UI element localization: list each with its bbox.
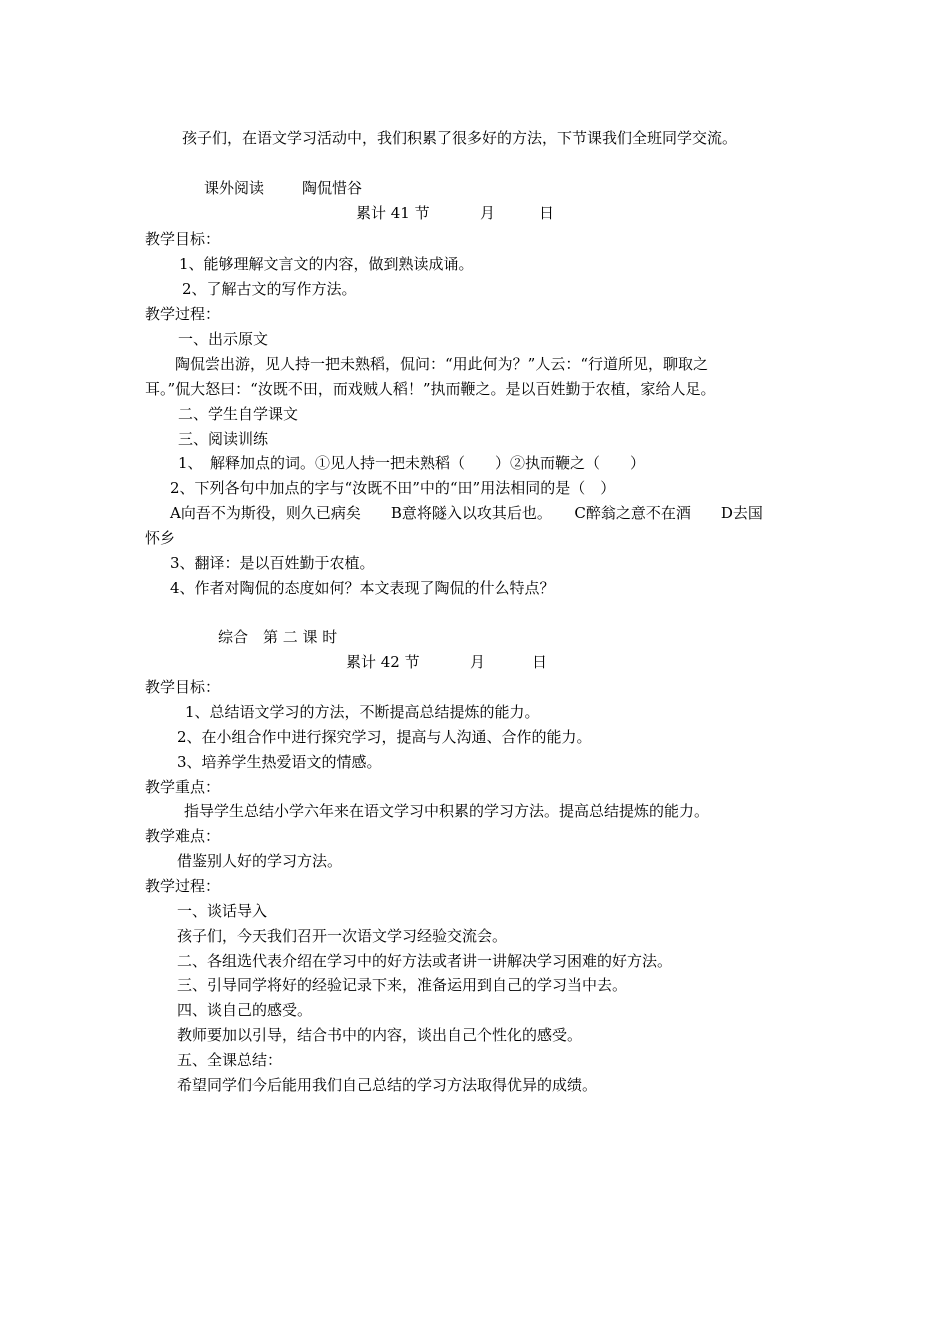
lesson42-day: 日 [532,653,548,671]
classical-text-line-2: 耳。”侃大怒曰：“汝既不田，而戏贼人稻！”执而鞭之。是以百姓勤于农植，家给人足。 [145,380,716,398]
lesson42-goal-3: 3、培养学生热爱语文的情感。 [177,753,382,771]
lesson42-process-1: 一、谈话导入 [177,902,268,920]
lesson42-process-label: 教学过程： [145,877,221,895]
classical-text-line-1: 陶侃尝出游，见人持一把未熟稻，侃问：“用此何为？”人云：“行道所见，聊取之 [175,355,709,373]
lesson42-goals-label: 教学目标： [145,678,221,696]
exercise-question-4: 4、作者对陶侃的态度如何？本文表现了陶侃的什么特点？ [170,579,555,597]
lesson41-month: 月 [480,204,496,222]
exercise-question-2-options: A向吾不为斯役，则久已病矣 B意将隧入以攻其后也。 C醉翁之意不在酒 D去国 [170,504,763,522]
exercise-question-2: 2、下列各句中加点的字与“汝既不田”中的“田”用法相同的是（ ） [170,479,616,497]
lesson42-month: 月 [470,653,486,671]
lesson41-session-count: 累计 41 节 [356,204,430,222]
lesson42-process-4: 三、引导同学将好的经验记录下来，准备运用到自己的学习当中去。 [177,976,628,994]
lesson41-heading-title: 陶侃惜谷 [302,179,363,197]
lesson42-process-2: 孩子们，今天我们召开一次语文学习经验交流会。 [177,927,508,945]
lesson42-key-label: 教学重点： [145,778,221,796]
lesson41-goal-1: 1、能够理解文言文的内容，做到熟读成诵。 [179,255,474,273]
lesson42-process-8: 希望同学们今后能用我们自己总结的学习方法取得优异的成绩。 [177,1076,598,1094]
lesson41-goals-label: 教学目标： [145,230,221,248]
lesson42-heading: 综合 第 二 课 时 [218,628,338,646]
lesson41-process-label: 教学过程： [145,305,221,323]
lesson41-day: 日 [539,204,555,222]
lesson42-process-7: 五、全课总结： [177,1051,283,1069]
lesson42-difficulty-label: 教学难点： [145,827,221,845]
lesson41-step-3: 三、阅读训练 [178,430,269,448]
lesson41-step-2: 二、学生自学课文 [178,405,299,423]
exercise-question-3: 3、翻译：是以百姓勤于农植。 [170,554,375,572]
lesson42-difficulty-text: 借鉴别人好的学习方法。 [177,852,343,870]
exercise-question-1: 1、 解释加点的词。①见人持一把未熟稻（ ）②执而鞭之（ ） [178,454,646,472]
lesson42-process-6: 教师要加以引导，结合书中的内容，谈出自己个性化的感受。 [177,1026,583,1044]
lesson42-key-text: 指导学生总结小学六年来在语文学习中积累的学习方法。提高总结提炼的能力。 [184,802,710,820]
lesson42-process-3: 二、各组选代表介绍在学习中的好方法或者讲一讲解决学习困难的好方法。 [177,952,673,970]
lesson42-goal-1: 1、总结语文学习的方法，不断提高总结提炼的能力。 [185,703,540,721]
lesson42-process-5: 四、谈自己的感受。 [177,1001,313,1019]
lesson42-goal-2: 2、在小组合作中进行探究学习，提高与人沟通、合作的能力。 [177,728,592,746]
exercise-question-2-options-cont: 怀乡 [145,529,176,547]
lesson41-step-1: 一、出示原文 [178,330,269,348]
lesson41-goal-2: 2、了解古文的写作方法。 [182,280,357,298]
intro-line: 孩子们，在语文学习活动中，我们积累了很多好的方法，下节课我们全班同学交流。 [182,129,738,147]
lesson41-heading-category: 课外阅读 [204,179,265,197]
lesson42-session-count: 累计 42 节 [346,653,420,671]
